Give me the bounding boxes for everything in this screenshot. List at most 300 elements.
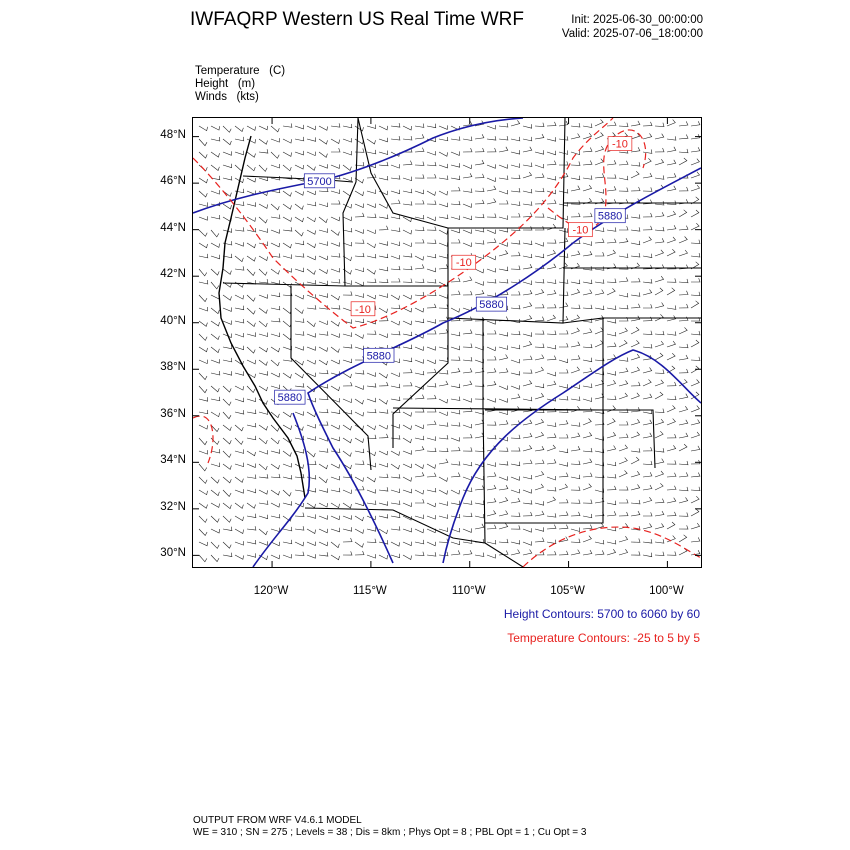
wind-barb bbox=[307, 475, 316, 479]
wind-barb bbox=[283, 346, 292, 350]
wind-barb bbox=[343, 124, 352, 128]
wind-barb bbox=[571, 446, 580, 451]
wind-barb bbox=[367, 150, 376, 154]
wind-barb bbox=[655, 303, 664, 309]
wind-barb bbox=[199, 152, 207, 158]
wind-barb bbox=[451, 490, 460, 494]
wind-barb bbox=[295, 542, 304, 546]
wind-barb bbox=[259, 490, 268, 494]
wind-barb bbox=[499, 332, 508, 336]
wind-barb bbox=[679, 304, 688, 308]
wind-barb bbox=[571, 201, 580, 205]
wind-barb bbox=[607, 227, 616, 231]
wind-barb bbox=[439, 399, 448, 403]
lat-tick-label: 32°N bbox=[160, 500, 186, 513]
wind-barb bbox=[667, 512, 676, 516]
wind-barb bbox=[391, 542, 400, 546]
wind-barb bbox=[523, 281, 532, 285]
wind-barb bbox=[679, 187, 688, 191]
wind-barb bbox=[211, 490, 219, 496]
wind-barb bbox=[427, 240, 436, 244]
wind-barb bbox=[511, 331, 520, 335]
wind-barb bbox=[343, 503, 352, 508]
wind-barb bbox=[211, 321, 220, 326]
wind-barb bbox=[583, 500, 592, 504]
wind-barb bbox=[355, 268, 364, 272]
wind-barb bbox=[655, 353, 663, 360]
wind-barb bbox=[319, 139, 328, 144]
wind-barb bbox=[415, 529, 424, 533]
wind-barb bbox=[607, 343, 616, 347]
wind-barb bbox=[271, 243, 280, 247]
wind-barb bbox=[571, 151, 580, 155]
wind-barb bbox=[475, 346, 484, 350]
wind-barb bbox=[487, 186, 496, 191]
wind-barb bbox=[535, 471, 544, 477]
wind-barb bbox=[607, 288, 615, 295]
wind-barb bbox=[691, 496, 699, 503]
wind-barb bbox=[199, 360, 208, 364]
lon-tick-label: 100°W bbox=[649, 585, 684, 597]
wind-barb bbox=[547, 239, 556, 243]
temperature-contour-label bbox=[452, 255, 476, 269]
wind-barb bbox=[667, 419, 675, 425]
wind-barb bbox=[355, 399, 364, 404]
wind-barb bbox=[511, 385, 520, 389]
wind-barb bbox=[211, 516, 219, 522]
wind-barb bbox=[595, 173, 604, 178]
wind-barb bbox=[391, 514, 400, 518]
wind-barb bbox=[523, 380, 532, 386]
wind-barb bbox=[427, 464, 436, 468]
wind-barb bbox=[379, 279, 388, 283]
wind-barb bbox=[619, 486, 628, 490]
wind-barb bbox=[343, 438, 352, 443]
wind-barb bbox=[439, 329, 448, 334]
wind-barb bbox=[295, 373, 304, 378]
wind-barb bbox=[679, 149, 688, 153]
wind-barb bbox=[307, 305, 316, 309]
wind-barb bbox=[295, 449, 304, 453]
wind-barb bbox=[403, 489, 412, 493]
wind-barb bbox=[475, 269, 484, 273]
wind-barb bbox=[463, 368, 472, 373]
wind-barb bbox=[439, 552, 448, 556]
wind-barb bbox=[439, 294, 448, 298]
wind-barb bbox=[631, 292, 640, 296]
wind-barb bbox=[631, 457, 639, 464]
height-contour-label bbox=[364, 348, 394, 362]
wind-barb bbox=[523, 512, 532, 516]
wind-barb bbox=[331, 333, 340, 337]
wind-barb bbox=[583, 329, 592, 334]
wind-barb bbox=[439, 230, 448, 234]
wind-barb bbox=[487, 472, 496, 477]
wind-barb bbox=[511, 525, 520, 529]
wind-barb bbox=[391, 373, 400, 377]
wind-barb bbox=[331, 476, 340, 480]
wind-barb bbox=[631, 253, 640, 257]
wind-barb bbox=[595, 290, 604, 295]
wind-barb bbox=[511, 175, 520, 179]
wind-barb bbox=[691, 509, 699, 516]
wind-barb bbox=[319, 409, 328, 413]
wind-barb bbox=[235, 555, 244, 559]
wind-barb bbox=[283, 321, 291, 327]
wind-barb bbox=[499, 279, 508, 283]
wind-barb bbox=[439, 514, 448, 518]
wind-barb bbox=[343, 373, 352, 378]
wind-barb bbox=[559, 434, 568, 438]
temperature-contour-line bbox=[193, 118, 613, 328]
wind-barb bbox=[283, 501, 292, 505]
wind-barb bbox=[547, 122, 556, 126]
wind-barb bbox=[331, 464, 340, 468]
wind-barb bbox=[583, 175, 592, 179]
wind-barb bbox=[379, 409, 388, 413]
wind-barb bbox=[523, 189, 532, 193]
wind-barb bbox=[667, 278, 676, 282]
wind-barb bbox=[319, 188, 328, 192]
wind-barb bbox=[655, 511, 664, 516]
wind-barb bbox=[679, 210, 687, 217]
wind-barb bbox=[331, 295, 340, 300]
wind-barb bbox=[475, 160, 484, 165]
wind-barb bbox=[223, 151, 232, 155]
wind-barb bbox=[691, 523, 700, 529]
wind-barb bbox=[415, 239, 424, 243]
wind-barb bbox=[199, 178, 208, 183]
wind-barb bbox=[259, 501, 268, 505]
wind-barb bbox=[379, 487, 388, 491]
wind-barb bbox=[295, 383, 304, 387]
wind-barb bbox=[643, 133, 652, 139]
wind-barb bbox=[475, 553, 484, 557]
wind-barb bbox=[379, 334, 388, 338]
wind-barb bbox=[631, 354, 640, 360]
wind-barb bbox=[295, 204, 303, 209]
wind-barb bbox=[343, 527, 352, 531]
wind-barb bbox=[427, 436, 436, 440]
wind-barb bbox=[451, 368, 460, 373]
wind-barb bbox=[487, 540, 496, 544]
wind-barb bbox=[199, 464, 207, 471]
wind-barb bbox=[199, 555, 207, 562]
wind-barb bbox=[487, 421, 496, 425]
lat-tick-label: 30°N bbox=[160, 547, 186, 560]
wind-barb bbox=[619, 434, 628, 438]
wind-barb bbox=[295, 552, 304, 556]
wind-barb bbox=[463, 476, 472, 480]
wind-barb bbox=[235, 516, 244, 521]
wind-barb bbox=[211, 371, 220, 375]
wind-barb bbox=[691, 240, 700, 244]
wind-barb bbox=[523, 137, 532, 141]
temperature-contours bbox=[193, 118, 701, 567]
wind-barb bbox=[523, 254, 532, 258]
wind-barb bbox=[343, 451, 351, 456]
wind-barb bbox=[535, 123, 544, 127]
wind-barb bbox=[535, 213, 544, 217]
wind-barb bbox=[667, 396, 676, 400]
wind-barb bbox=[487, 214, 496, 218]
wind-barb bbox=[283, 254, 292, 258]
wind-barb bbox=[487, 136, 496, 140]
wind-barb bbox=[403, 266, 412, 270]
wind-barb bbox=[463, 137, 472, 141]
wind-barb bbox=[427, 515, 436, 519]
wind-barb bbox=[295, 151, 304, 155]
wind-barb bbox=[619, 238, 628, 243]
wind-barb bbox=[619, 265, 628, 269]
wind-barb bbox=[439, 528, 448, 532]
wind-barb bbox=[691, 340, 699, 347]
wind-barb bbox=[259, 371, 268, 375]
wind-barb bbox=[607, 462, 616, 466]
wind-barb bbox=[403, 295, 412, 299]
wind-barb bbox=[499, 497, 508, 503]
wind-barb bbox=[379, 434, 388, 438]
wind-barb bbox=[523, 264, 532, 269]
wind-barb bbox=[403, 358, 412, 362]
temperature-contour-label bbox=[351, 302, 375, 316]
wind-barb bbox=[199, 503, 208, 508]
wind-barb bbox=[283, 451, 291, 456]
wind-barb bbox=[415, 124, 424, 128]
wind-barb bbox=[667, 136, 676, 140]
wind-barb bbox=[211, 165, 219, 171]
height-contour-label bbox=[304, 174, 334, 188]
wind-barb bbox=[523, 397, 532, 401]
wind-barb bbox=[559, 512, 568, 517]
wind-barb bbox=[307, 321, 315, 327]
wind-barb bbox=[607, 432, 616, 438]
wind-barb bbox=[559, 369, 568, 373]
wind-barb bbox=[307, 451, 315, 457]
wind-barb bbox=[211, 282, 219, 289]
wind-barb bbox=[199, 202, 208, 206]
wind-barb bbox=[607, 186, 616, 191]
map-panel[interactable] bbox=[192, 117, 702, 568]
wind-barb bbox=[319, 529, 328, 533]
wind-barb bbox=[571, 397, 580, 401]
wind-barb bbox=[391, 451, 400, 455]
wind-barb bbox=[595, 252, 604, 256]
wind-barb bbox=[451, 291, 460, 295]
wind-barb bbox=[619, 536, 628, 542]
wind-barb bbox=[355, 551, 364, 555]
wind-barb bbox=[319, 152, 327, 157]
wind-barb bbox=[571, 123, 580, 127]
wind-barb bbox=[355, 240, 364, 244]
wind-barb bbox=[367, 554, 376, 558]
wind-barb bbox=[607, 540, 616, 544]
lon-tick-label: 115°W bbox=[352, 585, 387, 597]
wind-barb bbox=[691, 278, 700, 282]
wind-barb bbox=[355, 516, 364, 521]
wind-barb bbox=[391, 123, 400, 127]
wind-barb bbox=[559, 525, 568, 529]
wind-barb bbox=[463, 513, 472, 517]
wind-barb bbox=[403, 345, 412, 349]
wind-barb bbox=[223, 269, 231, 274]
wind-barb bbox=[655, 159, 664, 165]
wind-barb bbox=[463, 398, 472, 402]
wind-barb bbox=[199, 438, 207, 445]
wind-barb bbox=[355, 229, 364, 233]
wind-barb bbox=[619, 328, 627, 334]
wind-barb bbox=[679, 406, 688, 412]
wind-barb bbox=[307, 243, 316, 248]
wind-barb bbox=[607, 239, 616, 243]
wind-barb bbox=[523, 460, 532, 464]
temperature-contour-label bbox=[569, 223, 593, 237]
wind-barb bbox=[199, 243, 208, 248]
wind-barb bbox=[259, 308, 267, 313]
wind-barb bbox=[307, 542, 316, 546]
wind-barb bbox=[235, 489, 244, 493]
wind-barb bbox=[211, 190, 220, 194]
wind-barb bbox=[595, 340, 603, 347]
wind-barb bbox=[523, 332, 532, 336]
wind-barb bbox=[559, 449, 568, 453]
wind-barb bbox=[415, 395, 424, 399]
wind-barb bbox=[391, 164, 400, 168]
wind-barb bbox=[343, 204, 352, 208]
wind-barb bbox=[583, 536, 591, 542]
wind-barb bbox=[535, 344, 544, 348]
wind-barb bbox=[307, 256, 316, 260]
wind-barb bbox=[391, 489, 400, 493]
wind-barb bbox=[547, 459, 556, 464]
wind-barb bbox=[211, 152, 220, 157]
wind-barb bbox=[223, 399, 231, 405]
wind-barb bbox=[439, 358, 448, 362]
init-valid-times bbox=[562, 13, 703, 41]
wind-barb bbox=[643, 485, 652, 490]
wind-barb bbox=[235, 242, 244, 246]
wind-barb bbox=[415, 490, 424, 494]
wind-barb bbox=[403, 136, 412, 140]
wind-barb bbox=[487, 554, 496, 558]
wind-barb bbox=[487, 148, 496, 152]
wind-barb bbox=[355, 477, 364, 481]
wind-barb bbox=[679, 513, 688, 517]
wind-barb bbox=[631, 214, 640, 218]
wind-barb bbox=[403, 189, 412, 193]
wind-barb bbox=[631, 471, 640, 477]
wind-barb bbox=[403, 412, 412, 416]
wind-barb bbox=[679, 237, 687, 244]
wind-barb bbox=[319, 542, 328, 546]
wind-barb bbox=[631, 382, 640, 386]
wind-barb bbox=[595, 239, 604, 243]
wind-barb bbox=[643, 331, 652, 335]
wind-barb bbox=[259, 347, 268, 352]
wind-barb bbox=[451, 541, 460, 545]
wind-barb bbox=[319, 321, 328, 325]
wind-barb bbox=[415, 346, 424, 350]
wind-barb bbox=[427, 503, 436, 507]
wind-barb bbox=[211, 334, 219, 340]
wind-barb bbox=[451, 229, 460, 233]
wind-barb bbox=[583, 290, 592, 295]
wind-barb bbox=[655, 331, 664, 335]
wind-barb bbox=[667, 445, 676, 451]
wind-barb bbox=[631, 327, 639, 334]
wind-barb bbox=[367, 331, 376, 335]
wind-barb bbox=[583, 514, 592, 518]
svg-text:-10: -10 bbox=[355, 303, 371, 316]
wind-barb bbox=[547, 264, 556, 269]
wind-barb bbox=[655, 499, 664, 503]
wind-barb bbox=[511, 213, 520, 217]
wind-barb bbox=[223, 164, 232, 168]
wind-barb bbox=[355, 334, 364, 338]
wind-barb bbox=[523, 528, 532, 532]
wind-barb bbox=[247, 126, 256, 130]
wind-barb bbox=[379, 254, 388, 258]
wind-barb bbox=[319, 281, 328, 285]
wind-barb bbox=[271, 229, 280, 233]
wind-barb bbox=[427, 421, 436, 425]
wind-barb bbox=[559, 499, 568, 503]
wind-barb bbox=[451, 550, 460, 555]
wind-barb bbox=[583, 344, 592, 348]
height-contours-note: Height Contours: 5700 to 6060 by 60 bbox=[503, 607, 700, 621]
wind-barb bbox=[691, 210, 699, 217]
wind-barb bbox=[523, 315, 532, 321]
wind-barb bbox=[271, 269, 280, 274]
wind-barb bbox=[391, 175, 400, 179]
wind-barb bbox=[643, 289, 652, 295]
wind-barb bbox=[691, 380, 699, 387]
wind-barb bbox=[403, 253, 412, 257]
wind-barb bbox=[223, 345, 232, 349]
wind-barb bbox=[271, 449, 280, 453]
wind-barb bbox=[319, 293, 328, 297]
wind-barb bbox=[523, 201, 532, 205]
wind-barb bbox=[367, 527, 376, 531]
wind-barb bbox=[619, 357, 628, 361]
wind-barb bbox=[343, 425, 352, 430]
wind-barb bbox=[247, 503, 256, 508]
wind-barb bbox=[463, 165, 472, 169]
wind-barb bbox=[571, 422, 580, 426]
wind-barb bbox=[655, 212, 664, 217]
wind-barb bbox=[247, 436, 256, 440]
wind-barb bbox=[655, 370, 664, 374]
wind-barb bbox=[499, 164, 508, 168]
lat-tick-label: 48°N bbox=[160, 128, 186, 141]
wind-barb bbox=[235, 137, 244, 141]
wind-barb bbox=[259, 450, 268, 454]
wind-barb bbox=[631, 367, 640, 373]
wind-barb bbox=[487, 485, 496, 490]
wind-barb bbox=[199, 397, 208, 401]
wind-barb bbox=[691, 223, 699, 230]
wind-barb bbox=[283, 165, 291, 171]
wind-barb bbox=[511, 359, 520, 363]
wind-barb bbox=[451, 201, 460, 205]
wind-barb bbox=[643, 367, 652, 373]
wind-barb bbox=[667, 237, 676, 243]
wind-barb bbox=[415, 540, 424, 544]
wind-barb bbox=[511, 240, 520, 244]
wind-barb bbox=[451, 187, 460, 191]
wind-barb bbox=[403, 332, 412, 336]
wind-barb bbox=[535, 384, 544, 388]
